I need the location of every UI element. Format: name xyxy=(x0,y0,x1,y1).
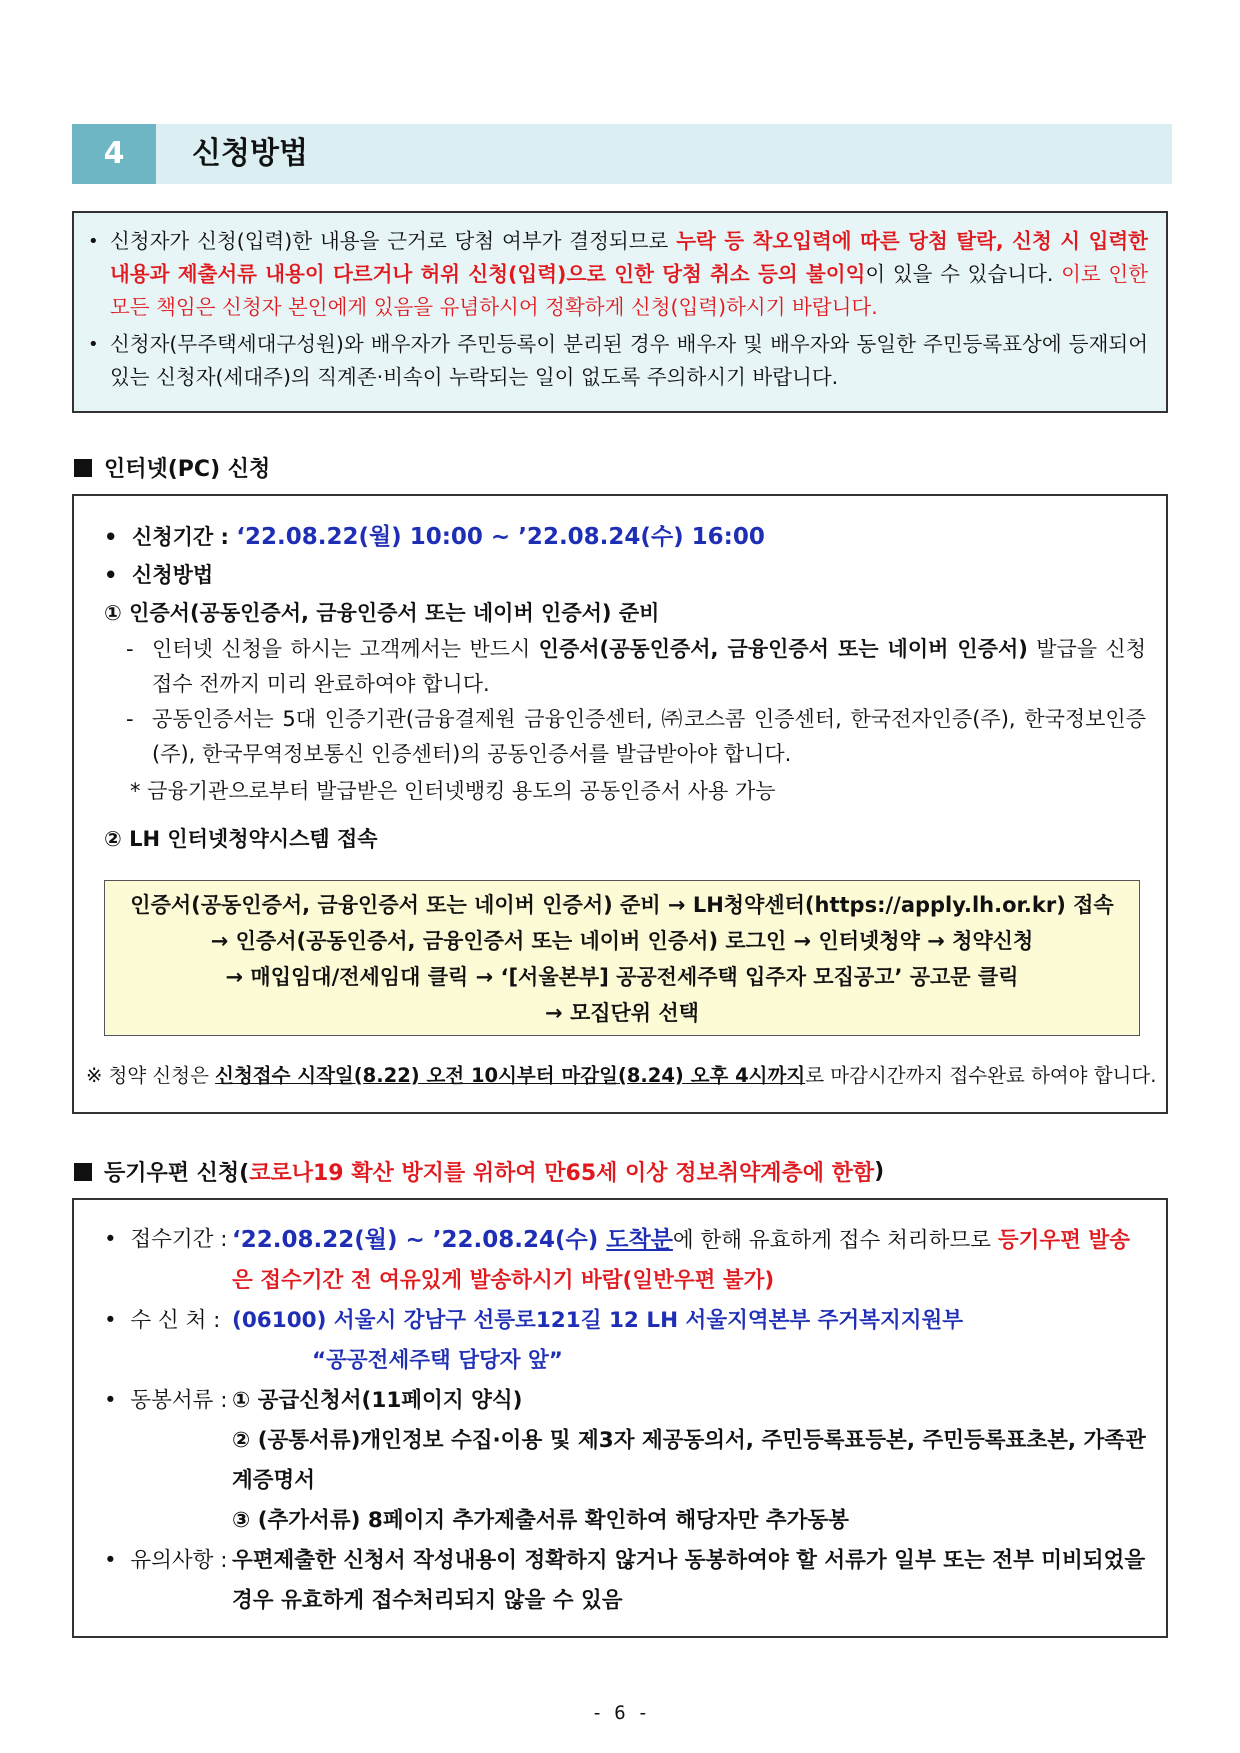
dash-item-1: - 인터넷 신청을 하시는 고객께서는 반드시 인증서(공동인증서, 금융인증서 또는 네이버 인증서) 발급을 신청접수 전까지 미리 완료하여야 합니다. xyxy=(126,637,1146,696)
star-note: * 금융기관으로부터 발급받은 인터넷뱅킹 용도의 공동인증서 사용 가능 xyxy=(130,779,776,803)
flow-box xyxy=(104,880,1140,1036)
bullet-icon: • xyxy=(88,334,99,355)
section-title: 신청방법 xyxy=(192,136,308,171)
mail-box xyxy=(72,1198,1168,1638)
square-bullet-icon xyxy=(74,459,92,477)
flow-line-3: → 매입임대/전세임대 클릭 → ‘[서울본부] 공공전세주택 입주자 모집공고’ 공고문 클릭 xyxy=(225,965,1019,989)
flow-line-4: → 모집단위 선택 xyxy=(545,1001,699,1025)
mail-documents-row: • 동봉서류 : ① 공급신청서(11페이지 양식) ② (공통서류)개인정보 수집·이용 및 제3자 제공동의서, 주민등록표등본, 주민등록표초본, 가족관계증명서 ③ (추가서류) 8페이지 추가제출서류 확인하여 해당자만 추가동봉 xyxy=(104,1388,1146,1533)
mail-heading: 등기우편 신청( 코로나19 확산 방지를 위하여 만65세 이상 정보취약계층에 한함 ) xyxy=(74,1156,884,1187)
flow-line-2: → 인증서(공동인증서, 금융인증서 또는 네이버 인증서) 로그인 → 인터넷청약 → 청약신청 xyxy=(210,929,1034,953)
mail-period-row: • 접수기간 : ‘22.08.22(월) ~ ’22.08.24(수) 도착분에 한해 유효하게 접수 처리하므로 등기우편 발송은 접수기간 전 여유있게 발송하시기 바람(일반우편 불가) xyxy=(104,1227,1130,1293)
deadline-note: ※ 청약 신청은 신청접수 시작일(8.22) 오전 10시부터 마감일(8.24) 오후 4시까지로 마감시간까지 접수완료 하여야 합니다. xyxy=(86,1064,1157,1087)
square-bullet-icon xyxy=(74,1163,92,1181)
internet-heading: 인터넷(PC) 신청 xyxy=(74,452,270,483)
notice-bullet-2: • 신청자(무주택세대구성원)와 배우자가 주민등록이 분리된 경우 배우자 및 배우자와 동일한 주민등록표상에 등재되어 있는 신청자(세대주)의 직계존·비속이 누락되는 일이 없도록 주의하시기 바랍니다. xyxy=(88,328,1148,394)
method-line: • 신청방법 xyxy=(104,563,214,587)
bullet-icon: • xyxy=(88,231,99,252)
step-2: ② LH 인터넷청약시스템 접속 xyxy=(104,827,378,851)
flow-line-1: 인증서(공동인증서, 금융인증서 또는 네이버 인증서) 준비 → LH청약센터(https://apply.lh.or.kr) 접속 xyxy=(130,893,1114,917)
notice-box xyxy=(72,211,1168,413)
notice-bullet-1: • 신청자가 신청(입력)한 내용을 근거로 당첨 여부가 결정되므로 누락 등 착오입력에 따른 당첨 탈락, 신청 시 입력한 내용과 제출서류 내용이 다르거나 허위 신청(입력)으로 인한 당첨 취소 등의 불이익이 있을 수 있습니다. 이로 인한 모든 책임은 신청자 본인에게 있음을 유념하시어 정확하게 신청(입력)하시기 바랍니다. xyxy=(88,225,1148,324)
section-number: 4 xyxy=(72,124,156,184)
step-1: ① 인증서(공동인증서, 금융인증서 또는 네이버 인증서) 준비 xyxy=(104,601,660,625)
mail-caution-row: • 유의사항 : 우편제출한 신청서 작성내용이 정확하지 않거나 동봉하여야 할 서류가 일부 또는 전부 미비되었을 경우 유효하게 접수처리되지 않을 수 있음 xyxy=(104,1548,1146,1613)
page-number: - 6 - xyxy=(591,1702,649,1724)
period-line: • 신청기간 : ‘22.08.22(월) 10:00 ~ ’22.08.24(수) 16:00 xyxy=(104,524,765,550)
mail-recipient-row: • 수 신 처 : (06100) 서울시 강남구 선릉로121길 12 LH 서울지역본부 주거복지지원부 “공공전세주택 담당자 앞” xyxy=(104,1308,964,1373)
dash-item-2: - 공동인증서는 5대 인증기관(금융결제원 금융인증센터, ㈜코스콤 인증센터, 한국전자인증(주), 한국정보인증(주), 한국무역정보통신 인증센터)의 공동인증서를 발급받아야 합니다. xyxy=(126,707,1146,766)
